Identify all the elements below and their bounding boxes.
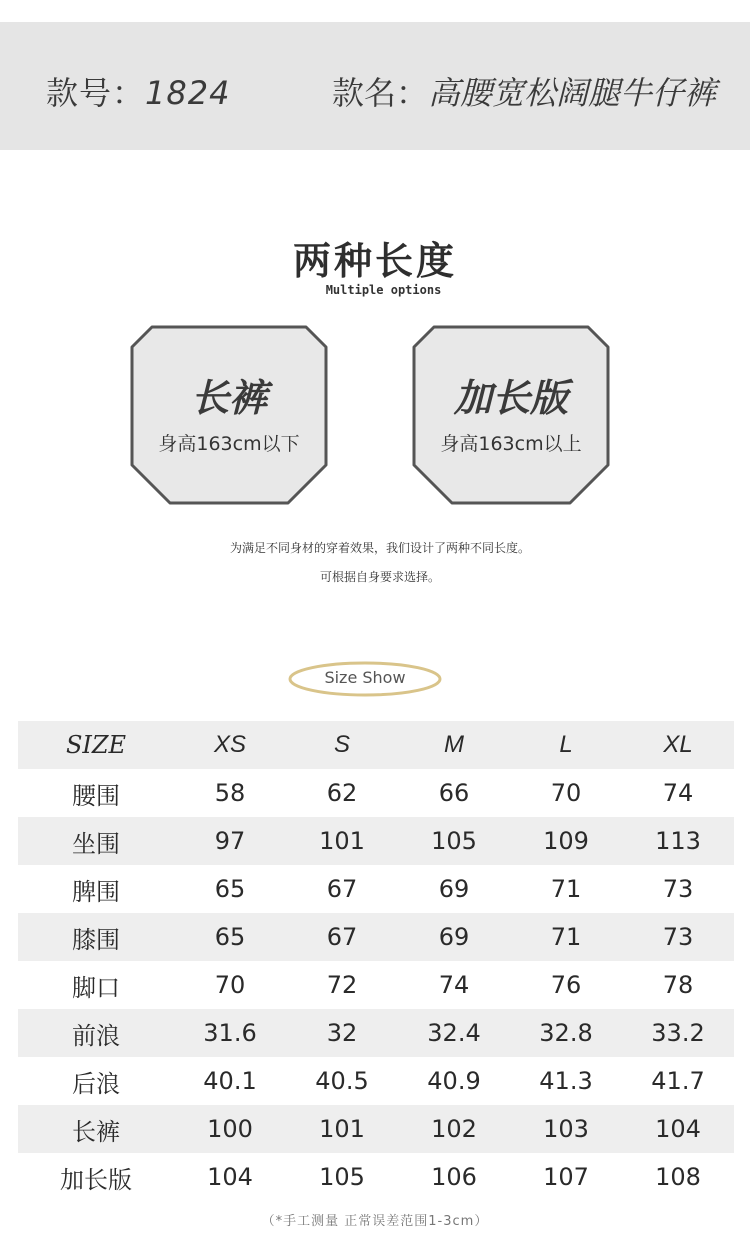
table-cell: 106 <box>431 1163 477 1191</box>
table-cell: 66 <box>438 779 470 807</box>
table-cell: 74 <box>662 779 694 807</box>
length-option-regular <box>130 325 328 505</box>
table-cell: 41.7 <box>651 1067 705 1095</box>
row-label: 脾围 <box>72 877 120 906</box>
table-cell: 73 <box>662 875 694 903</box>
row-label: 加长版 <box>60 1165 132 1194</box>
table-cell: 76 <box>550 971 582 999</box>
size-header-label: SIZE <box>18 721 174 769</box>
table-row <box>18 817 734 865</box>
size-table-header <box>18 721 734 769</box>
style-number-value: 1824 <box>145 74 231 112</box>
table-cell: 74 <box>438 971 470 999</box>
row-label: 坐围 <box>18 817 174 865</box>
table-cell: 32.4 <box>398 1009 510 1057</box>
table-row <box>18 913 734 961</box>
table-cell: 62 <box>326 779 358 807</box>
row-label: 前浪 <box>18 1009 174 1057</box>
table-row <box>18 1153 734 1201</box>
size-show-badge <box>287 660 443 698</box>
row-label: 后浪 <box>72 1069 120 1098</box>
table-cell: 32.8 <box>510 1009 622 1057</box>
size-header-cell: XS <box>174 721 286 769</box>
table-cell: 78 <box>662 971 694 999</box>
table-cell: 40.9 <box>427 1067 481 1095</box>
size-table <box>18 721 734 1201</box>
size-header-cell: M <box>398 721 510 769</box>
style-number <box>46 68 230 114</box>
table-cell: 65 <box>174 913 286 961</box>
style-name <box>332 68 716 114</box>
table-cell: 65 <box>214 875 246 903</box>
table-cell: 32 <box>286 1009 398 1057</box>
table-cell: 58 <box>214 779 246 807</box>
size-header-cell: S <box>286 721 398 769</box>
table-cell: 40.5 <box>315 1067 369 1095</box>
table-cell: 40.1 <box>203 1067 257 1095</box>
table-cell: 104 <box>622 1105 734 1153</box>
size-header-cell: XL <box>622 721 734 769</box>
length-option-title: 加长版 <box>453 376 568 420</box>
length-note-line1: 为满足不同身材的穿着效果，我们设计了两种不同长度。 <box>229 541 530 555</box>
table-cell: 100 <box>174 1105 286 1153</box>
table-cell: 70 <box>214 971 246 999</box>
table-cell: 72 <box>326 971 358 999</box>
section-title: 两种长度 <box>292 239 457 283</box>
table-row <box>18 961 734 1009</box>
table-row <box>18 865 734 913</box>
table-row <box>18 769 734 817</box>
length-option-desc: 身高163cm以下 <box>158 433 300 455</box>
table-cell: 104 <box>207 1163 253 1191</box>
table-cell: 101 <box>286 1105 398 1153</box>
row-label: 脚口 <box>72 973 120 1002</box>
table-cell: 41.3 <box>539 1067 593 1095</box>
table-cell: 103 <box>510 1105 622 1153</box>
table-cell: 107 <box>543 1163 589 1191</box>
table-cell: 31.6 <box>174 1009 286 1057</box>
table-cell: 69 <box>398 913 510 961</box>
table-cell: 70 <box>550 779 582 807</box>
table-cell: 71 <box>550 875 582 903</box>
table-cell: 102 <box>398 1105 510 1153</box>
style-name-value: 高腰宽松阔腿牛仔裤 <box>428 74 717 112</box>
table-row <box>18 1057 734 1105</box>
length-option-long <box>412 325 610 505</box>
style-number-label: 款号： <box>46 74 146 112</box>
table-cell: 67 <box>326 875 358 903</box>
table-row <box>18 1009 734 1057</box>
measurement-footnote: （*手工测量 正常误差范围1-3cm） <box>261 1214 489 1229</box>
length-option-desc: 身高163cm以上 <box>440 433 582 455</box>
row-label: 膝围 <box>18 913 174 961</box>
table-cell: 71 <box>510 913 622 961</box>
size-header-cell: L <box>510 721 622 769</box>
section-subtitle: Multiple options <box>325 283 442 297</box>
length-note-line2: 可根据自身要求选择。 <box>319 570 440 584</box>
table-cell: 105 <box>319 1163 365 1191</box>
table-cell: 33.2 <box>622 1009 734 1057</box>
table-row <box>18 1105 734 1153</box>
table-cell: 109 <box>510 817 622 865</box>
table-cell: 101 <box>286 817 398 865</box>
table-cell: 67 <box>286 913 398 961</box>
row-label: 腰围 <box>72 781 120 810</box>
table-cell: 105 <box>398 817 510 865</box>
length-option-title: 长裤 <box>190 376 267 420</box>
style-name-label: 款名： <box>332 74 429 112</box>
size-show-label: Size Show <box>324 668 406 687</box>
table-cell: 73 <box>622 913 734 961</box>
table-cell: 108 <box>655 1163 701 1191</box>
table-cell: 113 <box>622 817 734 865</box>
table-cell: 69 <box>438 875 470 903</box>
table-cell: 97 <box>174 817 286 865</box>
row-label: 长裤 <box>18 1105 174 1153</box>
